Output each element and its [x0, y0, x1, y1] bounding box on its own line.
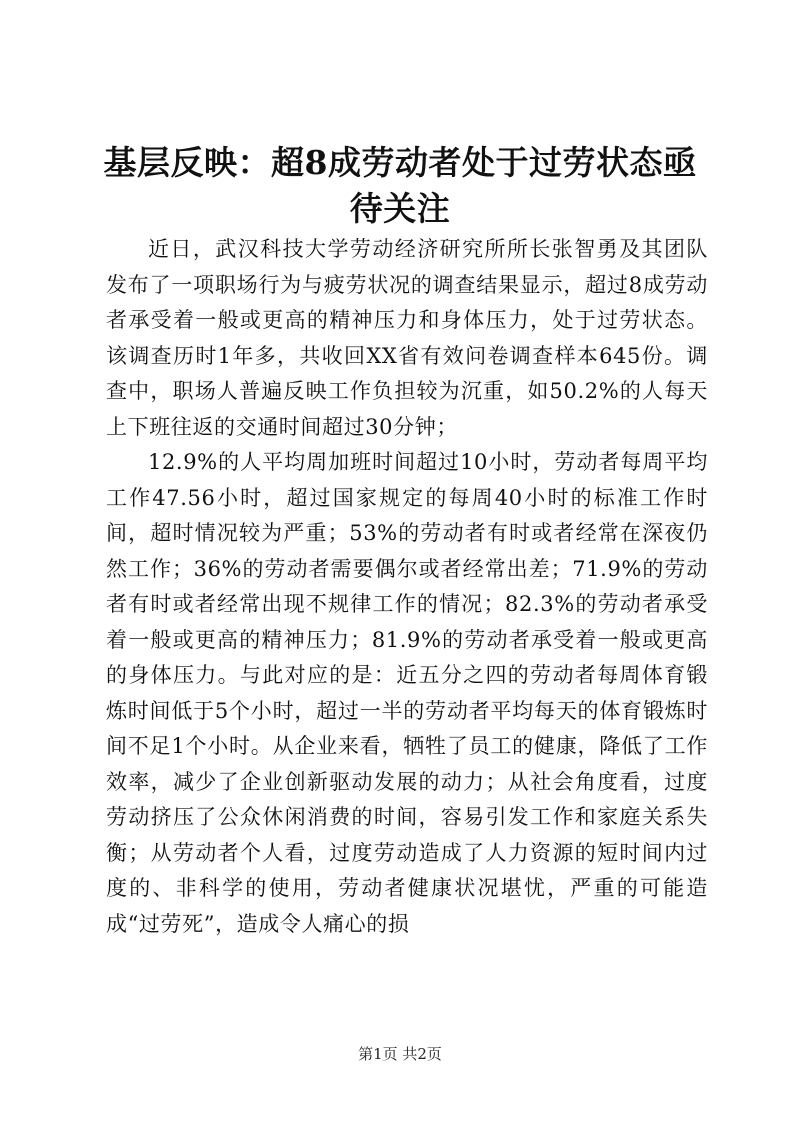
page-number-footer: 第1页 共2页 — [358, 1045, 442, 1063]
paragraph-1: 近日，武汉科技大学劳动经济研究所所长张智勇及其团队发布了一项职场行为与疲劳状况的调查结果显示，超过8成劳动者承受着一般或更高的精神压力和身体压力，处于过劳状态。该调查历时1年多，共收回XX省有效问卷调查样本645份。调查中，职场人普遍反映工作负担较为沉重，如50.2%的人每天上下班往返的交通时间超过30分钟； — [106, 237, 708, 439]
document-title: 基层反映：超8成劳动者处于过劳状态亟待关注 — [103, 143, 697, 228]
paragraph-2: 12.9%的人平均周加班时间超过10小时，劳动者每周平均工作47.56小时，超过国家规定的每周40小时的标准工作时间，超时情况较为严重；53%的劳动者有时或者经常在深夜仍然工作；36%的劳动者需要偶尔或者经常出差；71.9%的劳动者有时或者经常出现不规律工作的情况；82.3%的劳动者承受着一般或更高的精神压力；81.9%的劳动者承受着一般或更高的身体压力。与此对应的是：近五分之四的劳动者每周体育锻炼时间低于5个小时，超过一半的劳动者平均每天的体育锻炼时间不足1个小时。从企业来看，牺牲了员工的健康，降低了工作效率，减少了企业创新驱动发展的动力；从社会角度看，过度劳动挤压了公众休闲消费的时间，容易引发工作和家庭关系失衡；从劳动者个人看，过度劳动造成了人力资源的短时间内过度的、非科学的使用，劳动者健康状况堪忧，严重的可能造成“过劳死”，造成令人痛心的损 — [106, 450, 708, 936]
document-body — [106, 232, 708, 942]
